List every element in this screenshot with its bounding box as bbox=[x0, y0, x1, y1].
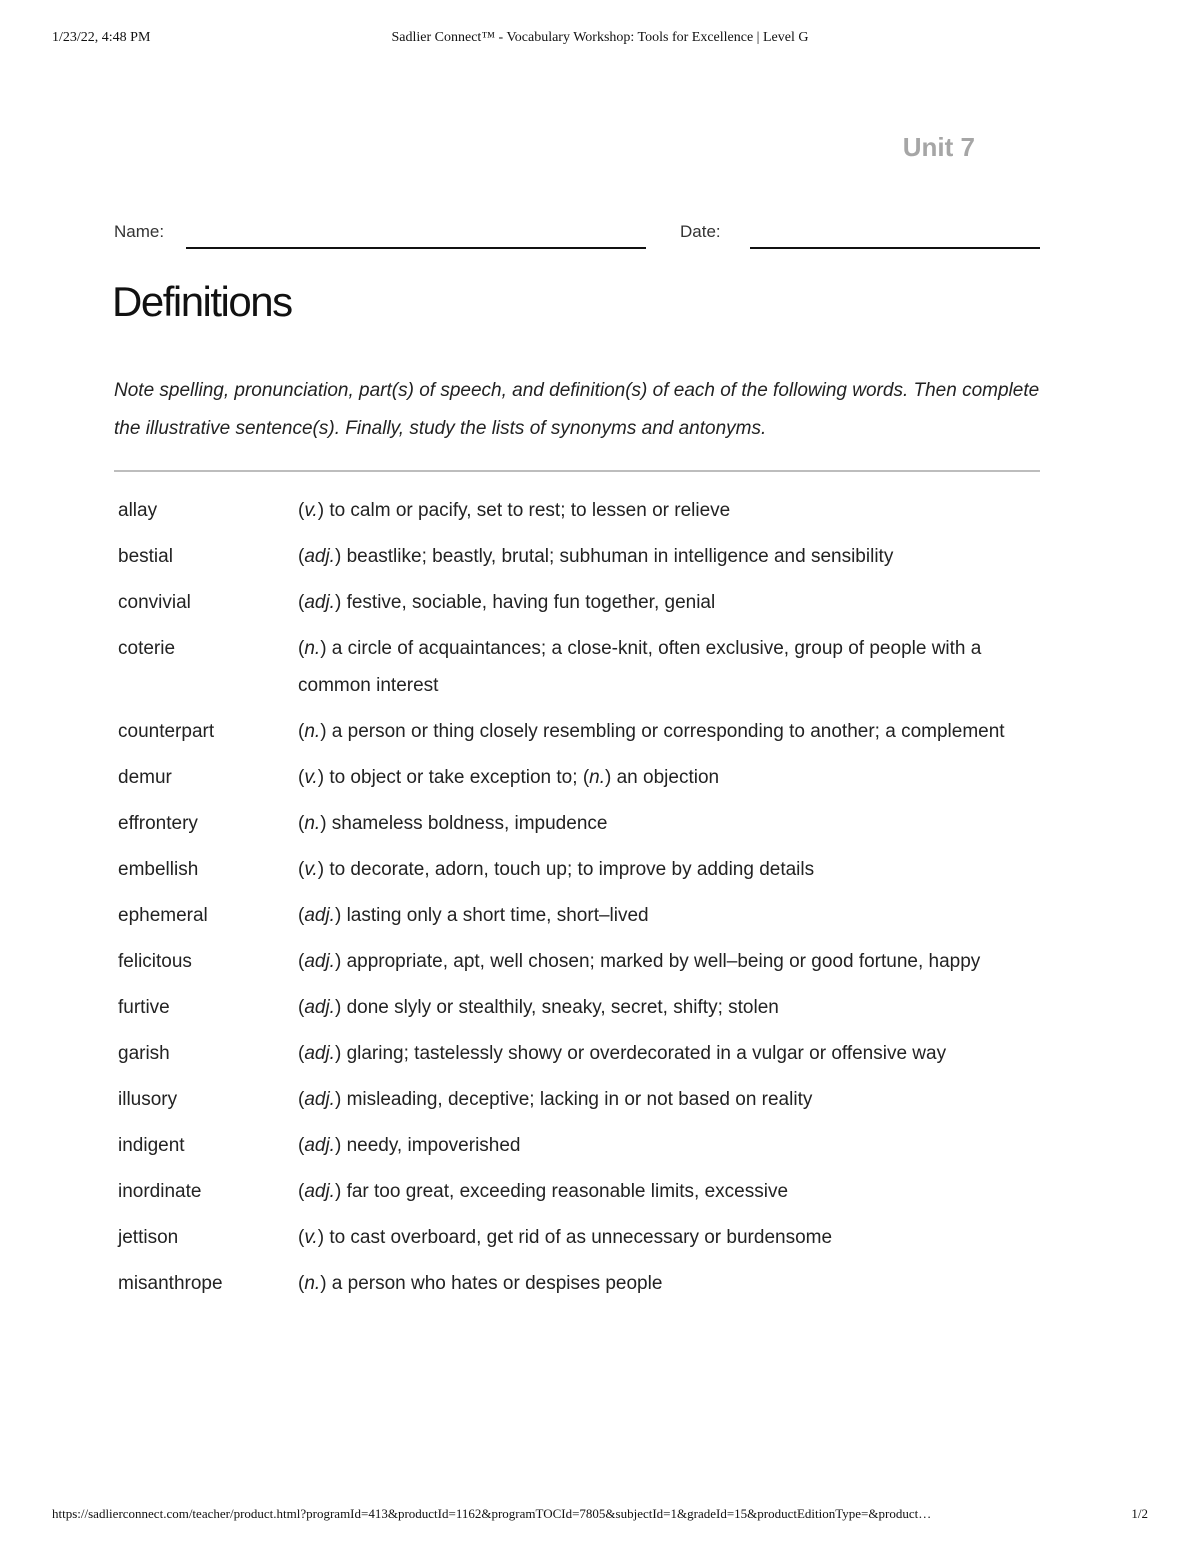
word-definition: (adj.) lasting only a short time, short–lived bbox=[298, 905, 649, 926]
word-term: furtive bbox=[118, 997, 170, 1018]
definition-text: done slyly or stealthily, sneaky, secret, shifty; stolen bbox=[346, 997, 779, 1018]
name-date-row bbox=[114, 222, 1040, 252]
print-header bbox=[52, 30, 1148, 50]
word-term: allay bbox=[118, 500, 158, 521]
word-row bbox=[118, 897, 1038, 934]
part-of-speech: adj. bbox=[304, 546, 335, 567]
word-definition: (adj.) glaring; tastelessly showy or overdecorated in a vulgar or offensive way bbox=[298, 1043, 947, 1064]
word-definition: (n.) a person who hates or despises people bbox=[298, 1273, 663, 1294]
part-of-speech: adj. bbox=[304, 1043, 335, 1064]
definition-text: a circle of acquaintances; a close-knit, often exclusive, group of people with a common interest bbox=[298, 638, 982, 696]
part-of-speech: v. bbox=[304, 767, 318, 788]
word-definition: (n.) a person or thing closely resembling or corresponding to another; a complement bbox=[298, 721, 1005, 742]
word-row bbox=[118, 630, 1038, 704]
definition-text: misleading, deceptive; lacking in or not based on reality bbox=[346, 1089, 813, 1110]
word-row bbox=[118, 1265, 1038, 1302]
word-term: garish bbox=[118, 1043, 170, 1064]
part-of-speech: n. bbox=[589, 767, 605, 788]
part-of-speech: n. bbox=[304, 813, 321, 834]
part-of-speech: n. bbox=[304, 721, 321, 742]
word-term: demur bbox=[118, 767, 172, 788]
word-row bbox=[118, 805, 1038, 842]
word-definition: (adj.) beastlike; beastly, brutal; subhuman in intelligence and sensibility bbox=[298, 546, 894, 567]
word-row bbox=[118, 1081, 1038, 1118]
part-of-speech: v. bbox=[304, 500, 318, 521]
word-row bbox=[118, 943, 1038, 980]
word-definition: (n.) a circle of acquaintances; a close-knit, often exclusive, group of people with a common interest bbox=[298, 638, 982, 696]
definition-text: to calm or pacify, set to rest; to lessen or relieve bbox=[329, 500, 731, 521]
unit-label: Unit 7 bbox=[902, 132, 975, 162]
word-definition: (adj.) needy, impoverished bbox=[298, 1135, 521, 1156]
word-row bbox=[118, 851, 1038, 888]
word-definition: (adj.) done slyly or stealthily, sneaky, secret, shifty; stolen bbox=[298, 997, 779, 1018]
word-term: convivial bbox=[118, 592, 191, 613]
word-definition: (v.) to calm or pacify, set to rest; to lessen or relieve bbox=[298, 500, 731, 521]
word-term: effrontery bbox=[118, 813, 198, 834]
name-field[interactable] bbox=[186, 247, 646, 249]
word-term: coterie bbox=[118, 638, 176, 659]
part-of-speech: adj. bbox=[304, 592, 335, 613]
word-definition: (v.) to object or take exception to; (n.) an objection bbox=[298, 767, 720, 788]
part-of-speech: adj. bbox=[304, 997, 335, 1018]
part-of-speech: n. bbox=[304, 638, 321, 659]
date-field[interactable] bbox=[750, 247, 1040, 249]
definition-text: a person who hates or despises people bbox=[331, 1273, 663, 1294]
part-of-speech: adj. bbox=[304, 1181, 335, 1202]
word-term: felicitous bbox=[118, 951, 192, 972]
word-definition: (adj.) misleading, deceptive; lacking in or not based on reality bbox=[298, 1089, 813, 1110]
definition-text: festive, sociable, having fun together, genial bbox=[346, 592, 716, 613]
word-term: ephemeral bbox=[118, 905, 208, 926]
definition-text: beastlike; beastly, brutal; subhuman in intelligence and sensibility bbox=[346, 546, 894, 567]
word-term: jettison bbox=[118, 1227, 179, 1248]
word-definition: (adj.) festive, sociable, having fun together, genial bbox=[298, 592, 716, 613]
word-row bbox=[118, 759, 1038, 796]
definition-text: a person or thing closely resembling or corresponding to another; a complement bbox=[331, 721, 1005, 742]
word-definition: (adj.) appropriate, apt, well chosen; marked by well–being or good fortune, happy bbox=[298, 951, 981, 972]
print-footer bbox=[52, 1506, 1148, 1526]
word-row bbox=[118, 492, 1038, 529]
word-row bbox=[118, 713, 1038, 750]
word-row bbox=[118, 584, 1038, 621]
part-of-speech: adj. bbox=[304, 905, 335, 926]
word-term: bestial bbox=[118, 546, 173, 567]
part-of-speech: adj. bbox=[304, 951, 335, 972]
part-of-speech: adj. bbox=[304, 1135, 335, 1156]
part-of-speech: v. bbox=[304, 859, 318, 880]
divider bbox=[114, 470, 1040, 472]
definition-text: to cast overboard, get rid of as unnecessary or burdensome bbox=[329, 1227, 833, 1248]
word-term: misanthrope bbox=[118, 1273, 223, 1294]
word-list bbox=[118, 492, 1038, 1311]
print-url: https://sadlierconnect.com/teacher/product.html?programId=413&productId=1162&programTOCId=7805&subjectId=1&gradeId=15&productEditionType=&product… bbox=[52, 1506, 932, 1521]
definition-text: shameless boldness, impudence bbox=[331, 813, 608, 834]
word-term: counterpart bbox=[118, 721, 215, 742]
definition-text: appropriate, apt, well chosen; marked by well–being or good fortune, happy bbox=[346, 951, 981, 972]
definition-text: to decorate, adorn, touch up; to improve by adding details bbox=[329, 859, 815, 880]
word-row bbox=[118, 989, 1038, 1026]
word-row bbox=[118, 1219, 1038, 1256]
word-term: embellish bbox=[118, 859, 199, 880]
part-of-speech: v. bbox=[304, 1227, 318, 1248]
print-page-title: Sadlier Connect™ - Vocabulary Workshop: Tools for Excellence | Level G bbox=[391, 30, 809, 45]
name-label: Name: bbox=[114, 222, 165, 241]
print-datetime: 1/23/22, 4:48 PM bbox=[52, 30, 151, 45]
definition-text: far too great, exceeding reasonable limits, excessive bbox=[346, 1181, 789, 1202]
word-row bbox=[118, 538, 1038, 575]
definition-text: lasting only a short time, short–lived bbox=[346, 905, 649, 926]
word-row bbox=[118, 1173, 1038, 1210]
word-definition: (n.) shameless boldness, impudence bbox=[298, 813, 608, 834]
definition-text: an objection bbox=[616, 767, 720, 788]
word-definition: (v.) to cast overboard, get rid of as unnecessary or burdensome bbox=[298, 1227, 833, 1248]
part-of-speech: adj. bbox=[304, 1089, 335, 1110]
section-title: Definitions bbox=[112, 278, 292, 325]
word-definition: (v.) to decorate, adorn, touch up; to improve by adding details bbox=[298, 859, 815, 880]
word-term: illusory bbox=[118, 1089, 178, 1110]
definition-text: needy, impoverished bbox=[346, 1135, 521, 1156]
definition-text: to object or take exception to; bbox=[329, 767, 578, 788]
page-number: 1/2 bbox=[1131, 1506, 1148, 1521]
part-of-speech: n. bbox=[304, 1273, 321, 1294]
word-row bbox=[118, 1127, 1038, 1164]
instructions: Note spelling, pronunciation, part(s) of speech, and definition(s) of each of the following words. Then complete the illustrative sentence(s). Finally, study the lists of synonyms and antonyms. bbox=[114, 380, 1040, 439]
word-row bbox=[118, 1035, 1038, 1072]
date-label: Date: bbox=[680, 222, 721, 241]
word-term: indigent bbox=[118, 1135, 185, 1156]
word-term: inordinate bbox=[118, 1181, 202, 1202]
definition-text: glaring; tastelessly showy or overdecorated in a vulgar or offensive way bbox=[346, 1043, 947, 1064]
word-definition: (adj.) far too great, exceeding reasonable limits, excessive bbox=[298, 1181, 789, 1202]
